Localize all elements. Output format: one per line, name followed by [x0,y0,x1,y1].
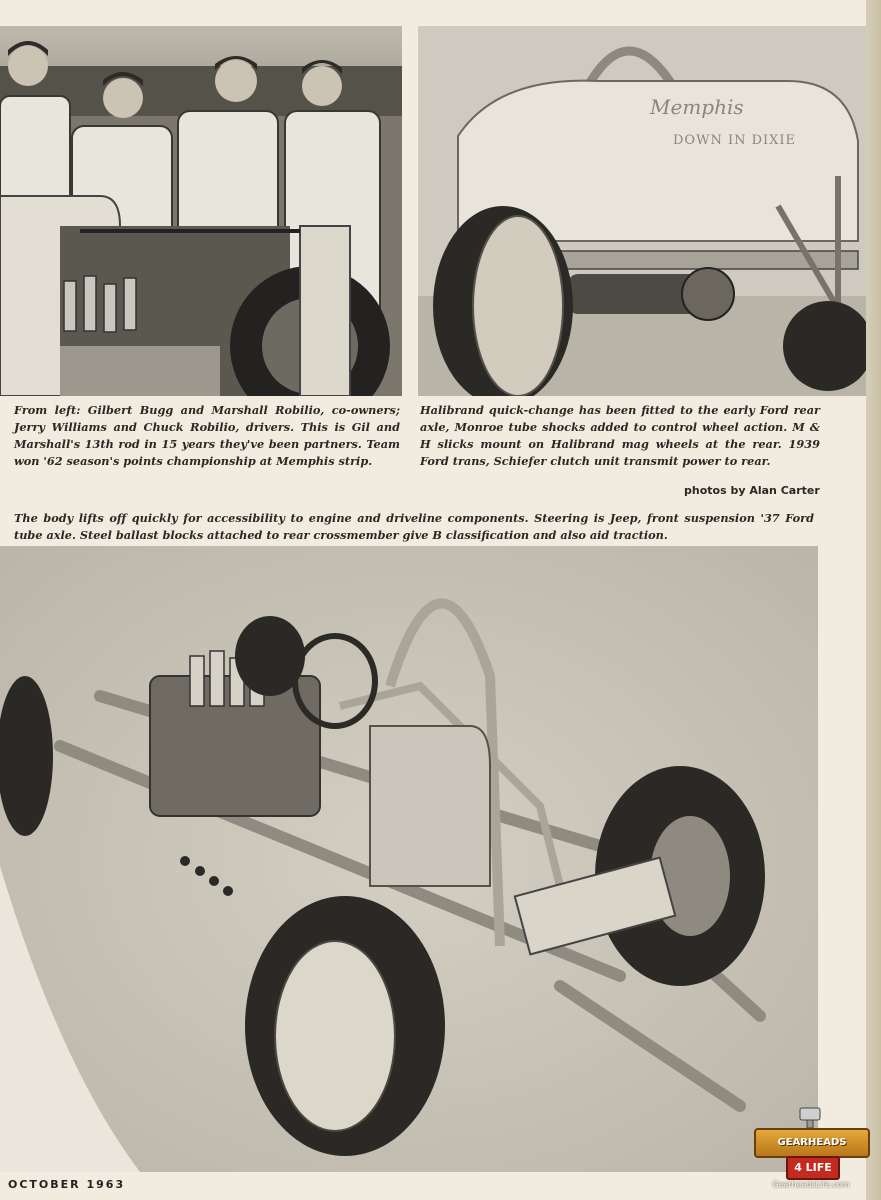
logo-sub: 4 LIFE [786,1156,840,1180]
body-lettering-memphis: Memphis [650,95,744,119]
rear-photo [418,26,866,396]
chassis-photo [0,546,818,1172]
gearheads-logo [748,1106,874,1192]
logo-name: GEARHEADS [754,1128,870,1158]
photo-credit: photos by Alan Carter [684,484,820,497]
page-spine [866,0,881,1200]
team-photo [0,26,402,396]
piston-icon [796,1106,824,1128]
logo-url: GearheadsLife.com [772,1180,850,1189]
footer-issue-date: OCTOBER 1963 [8,1178,126,1191]
body-lettering-dixie: DOWN IN DIXIE [673,133,797,148]
caption-chassis: The body lifts off quickly for accessibility to engine and driveline components. Steering is Jeep, front suspension '37 Ford tube axle. Steel ballast blocks attached to rear crossmember give B classification and also aid traction. [14,511,814,542]
caption-rear: Halibrand quick-change has been fitted to the early Ford rear axle, Monroe tube shocks added to control wheel action. M & H slicks mount on Halibrand mag wheels at the rear. 1939 Ford trans, Schiefer clutch unit transmit power to rear. [420,403,820,468]
caption-team: From left: Gilbert Bugg and Marshall Robilio, co-owners; Jerry Williams and Chuck Robilio, drivers. This is Gil and Marshall's 13th rod in 15 years they've been partners. Team won '62 season's points championship at Memphis strip. [14,403,400,468]
